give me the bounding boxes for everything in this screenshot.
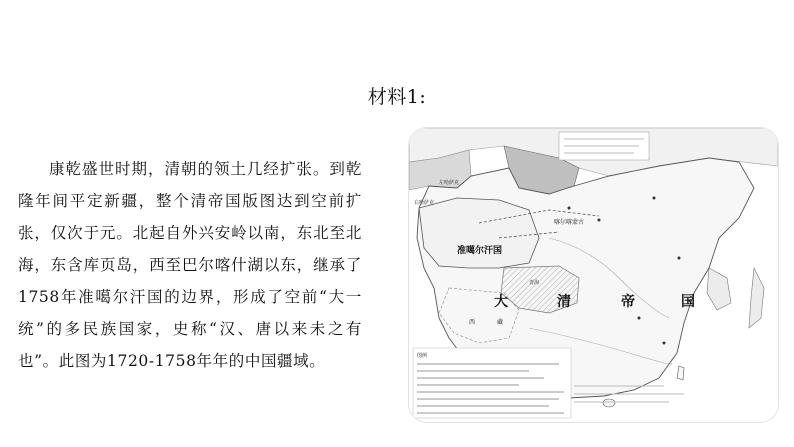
slide-title-text: 材料1: bbox=[367, 86, 427, 108]
label-left-kazakh: 左哈萨克 bbox=[439, 180, 460, 186]
label-empire-3: 帝 bbox=[621, 294, 635, 310]
slide-title bbox=[0, 82, 794, 109]
label-dzungar: 准噶尔汗国 bbox=[457, 246, 503, 256]
label-khalkha: 喀尔喀蒙古 bbox=[554, 219, 585, 226]
map-image bbox=[409, 128, 778, 422]
label-empire-1: 大 bbox=[494, 294, 508, 310]
label-tibet-2: 藏 bbox=[497, 319, 504, 326]
label-qinghai: 青海 bbox=[529, 280, 540, 286]
label-right-kazakh: 右哈萨克 bbox=[414, 200, 435, 206]
label-tibet-1: 西 bbox=[469, 319, 476, 326]
qing-territory-map bbox=[409, 128, 778, 422]
legend-title: 图例 bbox=[417, 353, 428, 359]
body-paragraph: 康乾盛世时期，清朝的领土几经扩张。到乾隆年间平定新疆，整个清帝国版图达到空前扩张，仅次于元。北起自外兴安岭以南，东北至北海，东含库页岛，西至巴尔喀什湖以东，继承了1758年准噶尔汗国的边界，形成了空前“大一统”的多民族国家，史称“汉、唐以来未之有也”。此图为1720-1758年年的中国疆域。 bbox=[18, 160, 362, 370]
label-empire-2: 清 bbox=[557, 294, 571, 310]
label-empire-4: 国 bbox=[681, 294, 695, 310]
